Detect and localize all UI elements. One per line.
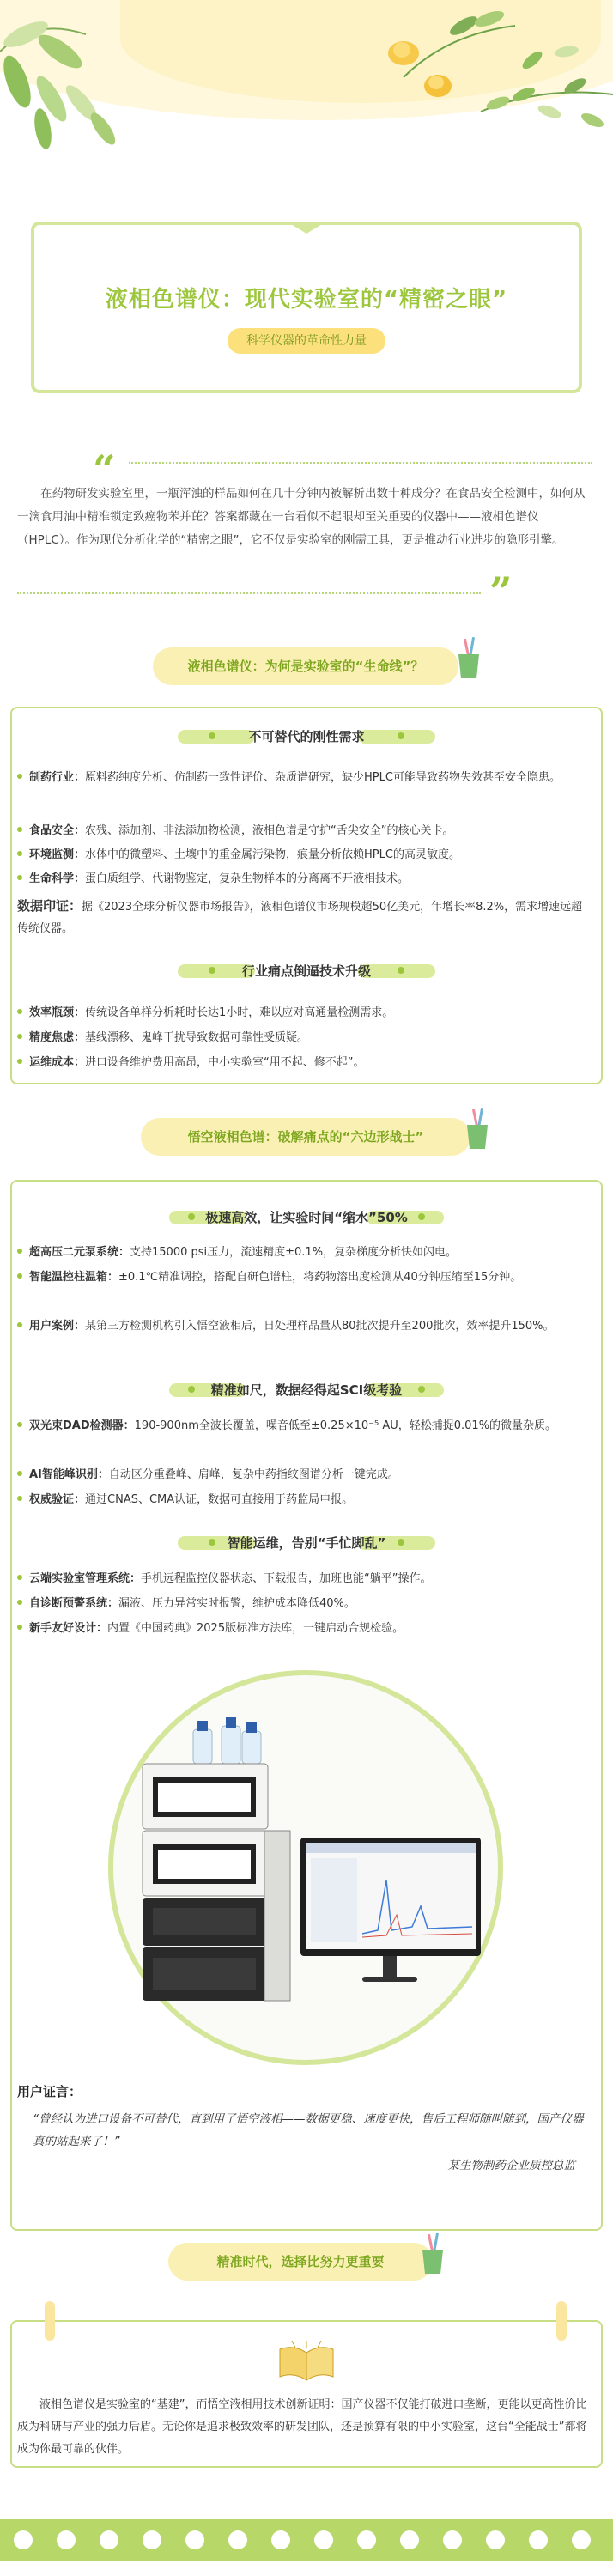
section-title-wukong: 悟空液相色谱：破解痛点的“六边形战士” [141, 1118, 470, 1156]
section-title-conclusion: 精准时代，选择比努力更重要 [168, 2243, 433, 2281]
footer-dot [271, 2530, 290, 2549]
list-item: 效率瓶颈：传统设备单样分析耗时长达1小时，难以应对高通量检测需求。 [17, 1002, 592, 1024]
footer-dot [486, 2530, 505, 2549]
footer-dot [400, 2530, 419, 2549]
list-item: 用户案例：某第三方检测机构引入悟空液相后，日处理样品量从80批次提升至200批次，效率提升150%。 [17, 1315, 592, 1337]
divider [17, 592, 481, 594]
heading-pain-points: 行业痛点倒逼技术升级 [178, 958, 435, 984]
heading-precision: 精准如尺，数据经得起SCI级考验 [169, 1377, 444, 1403]
list-item: 精度焦虑：基线漂移、鬼峰干扰导致数据可靠性受质疑。 [17, 1027, 592, 1048]
list-item: 生命科学：蛋白质组学、代谢物鉴定，复杂生物样本的分离离不开液相技术。 [17, 868, 592, 890]
testimonial-heading: 用户证言： [17, 2084, 82, 2099]
pen-cup-icon [462, 1108, 493, 1151]
pen-cup-icon [453, 637, 484, 680]
footer-dot [572, 2530, 591, 2549]
decoration-pin [45, 2301, 55, 2341]
data-evidence: 数据印证：据《2023全球分析仪器市场报告》，液相色谱仪市场规模超50亿美元，年增长率8.2%，需求增速远超传统仪器。 [17, 898, 583, 935]
list-item: 双光束DAD检测器：190-900nm全波长覆盖，噪音低至±0.25×10⁻⁵ AU，轻松捕捉0.01%的微量杂质。 [17, 1415, 592, 1437]
quote-open-icon: “ [93, 447, 116, 493]
quote-close-icon: ” [489, 568, 513, 615]
list-item: 自诊断预警系统：漏液、压力异常实时报警，维护成本降低40%。 [17, 1593, 592, 1614]
list-item: 云端实验室管理系统：手机远程监控仪器状态、下载报告，加班也能“躺平”操作。 [17, 1568, 592, 1589]
list-item: 运维成本：进口设备维护费用高昂，中小实验室“用不起、修不起”。 [17, 1052, 592, 1073]
heading-speed: 极速高效，让实验时间“缩水”50% [169, 1205, 444, 1230]
footer-dot [228, 2530, 247, 2549]
footer-dot [529, 2530, 548, 2549]
subtitle-badge: 科学仪器的革命性力量 [228, 328, 385, 354]
conclusion-paragraph: 液相色谱仪是实验室的“基建”，而悟空液相用技术创新证明：国产仪器不仅能打破进口垄断，更能以更高性价比成为科研与产业的强力后盾。无论你是追求极致效率的研发团队，还是预算有限的中小实验室，这台“全能战士”都将成为你最可靠的伙伴。 [17, 2398, 587, 2456]
title-card [31, 220, 582, 402]
flower-decoration [388, 8, 613, 130]
footer-dot [185, 2530, 204, 2549]
divider [129, 462, 592, 464]
intro-paragraph: 在药物研发实验室里，一瓶浑浊的样品如何在几十分钟内被解析出数十种成分？在食品安全检测中，如何从一滴食用油中精准锁定致癌物苯并芘？答案都藏在一台看似不起眼却至关重要的仪器中——液相色谱仪（HPLC）。作为现代分析化学的“精密之眼”，它不仅是实验室的刚需工具，更是推动行业进步的隐形引擎。 [17, 487, 586, 547]
testimonial-quote: “曾经认为进口设备不可替代，直到用了悟空液相——数据更稳、速度更快，售后工程师随叫随到，国产仪器真的站起来了！” [33, 2112, 584, 2148]
footer-dot [143, 2530, 161, 2549]
footer-dot [443, 2530, 462, 2549]
footer-dot [357, 2530, 376, 2549]
testimonial-source: ——某生物制药企业质控总监 [424, 2159, 575, 2172]
footer-band [0, 2519, 613, 2561]
footer-dot [57, 2530, 76, 2549]
list-item: 制药行业：原料药纯度分析、仿制药一致性评价、杂质谱研究，缺少HPLC可能导致药物失效甚至安全隐患。 [17, 767, 592, 788]
footer-dot [314, 2530, 333, 2549]
page-title: 液相色谱仪：现代实验室的“精密之眼” [105, 287, 508, 313]
open-book-icon [276, 2341, 337, 2384]
decoration-pin [556, 2301, 567, 2341]
leaf-decoration [0, 16, 119, 150]
section-title-why: 液相色谱仪：为何是实验室的“生命线”？ [153, 647, 458, 685]
list-item: 超高压二元泵系统：支持15000 psi压力，流速精度±0.1%，复杂梯度分析快如闪电。 [17, 1242, 592, 1263]
list-item: 权威验证：通过CNAS、CMA认证，数据可直接用于药监局申报。 [17, 1489, 592, 1510]
pen-cup-icon [417, 2233, 448, 2275]
heading-ops: 智能运维，告别“手忙脚乱” [178, 1530, 435, 1556]
list-item: 智能温控柱温箱：±0.1℃精准调控，搭配自研色谱柱，将药物溶出度检测从40分钟压缩至15分钟。 [17, 1267, 592, 1288]
list-item: 新手友好设计：内置《中国药典》2025版标准方法库，一键启动合规检验。 [17, 1618, 592, 1639]
list-item: 环境监测：水体中的微塑料、土壤中的重金属污染物，痕量分析依赖HPLC的高灵敏度。 [17, 844, 592, 866]
heading-necessity: 不可替代的刚性需求 [178, 724, 435, 750]
hplc-instrument-image [129, 1709, 489, 2052]
header-decoration [0, 0, 613, 172]
footer-dot [100, 2530, 118, 2549]
list-item: AI智能峰识别：自动区分重叠峰、肩峰，复杂中药指纹图谱分析一键完成。 [17, 1464, 592, 1485]
list-item: 食品安全：农残、添加剂、非法添加物检测，液相色谱是守护“舌尖安全”的核心关卡。 [17, 820, 592, 841]
footer-dot [14, 2530, 33, 2549]
